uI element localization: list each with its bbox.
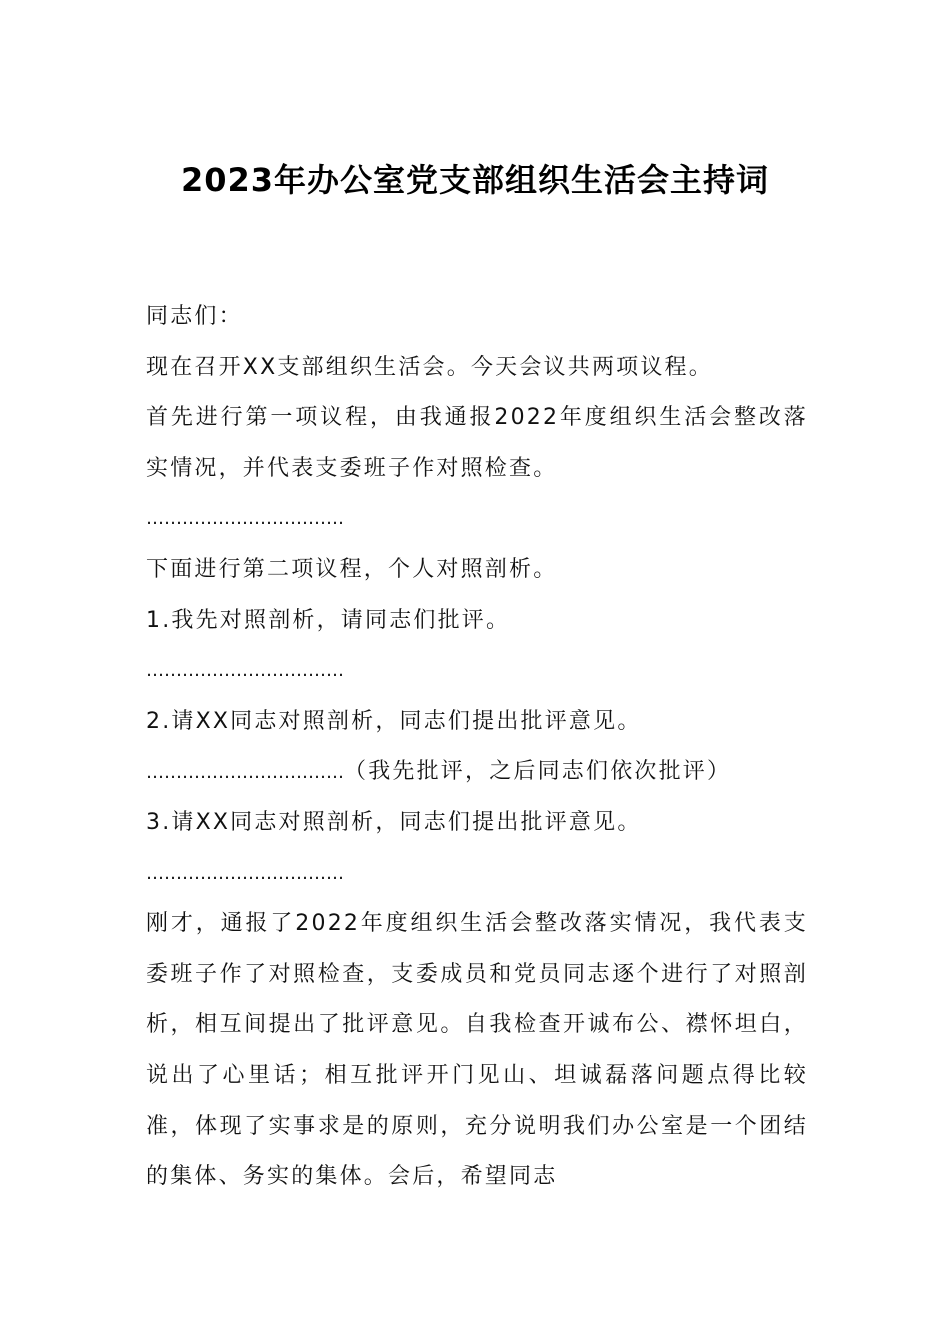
item-two-line: 2.请XX同志对照剖析，同志们提出批评意见。 (146, 708, 642, 734)
agenda-two-line: 下面进行第二项议程，个人对照剖析。 (146, 556, 558, 582)
ellipsis-note-line (146, 747, 808, 798)
ellipsis-line: …………………………… (146, 660, 344, 682)
document-body (146, 292, 808, 1203)
intro-line: 现在召开XX支部组织生活会。今天会议共两项议程。 (146, 354, 713, 380)
summary-paragraph: 刚才，通报了2022年度组织生活会整改落实情况，我代表支委班子作了对照检查，支委成员和党员同志逐个进行了对照剖析，相互间提出了批评意见。自我检查开诚布公、襟怀坦白，说出了心里话；相互批评开门见山、坦诚磊落问题点得比较准，体现了实事求是的原则，充分说明我们办公室是一个团结的集体、务实的集体。会后，希望同志 (146, 911, 808, 1190)
greeting-line: 同志们： (146, 304, 243, 329)
document-title: 2023年办公室党支部组织生活会主持词 (180, 161, 770, 199)
criticism-order-note: （我先批评，之后同志们依次批评） (344, 759, 732, 785)
agenda-one-paragraph: 首先进行第一项议程，由我通报2022年度组织生活会整改落实情况，并代表支委班子作对照检查。 (146, 405, 808, 481)
ellipsis-dots: …………………………… (146, 762, 344, 784)
item-three-line: 3.请XX同志对照剖析，同志们提出批评意见。 (146, 809, 642, 835)
item-one-line: 1.我先对照剖析，请同志们批评。 (146, 607, 511, 633)
ellipsis-line: …………………………… (146, 862, 344, 884)
ellipsis-line: …………………………… (146, 508, 344, 530)
